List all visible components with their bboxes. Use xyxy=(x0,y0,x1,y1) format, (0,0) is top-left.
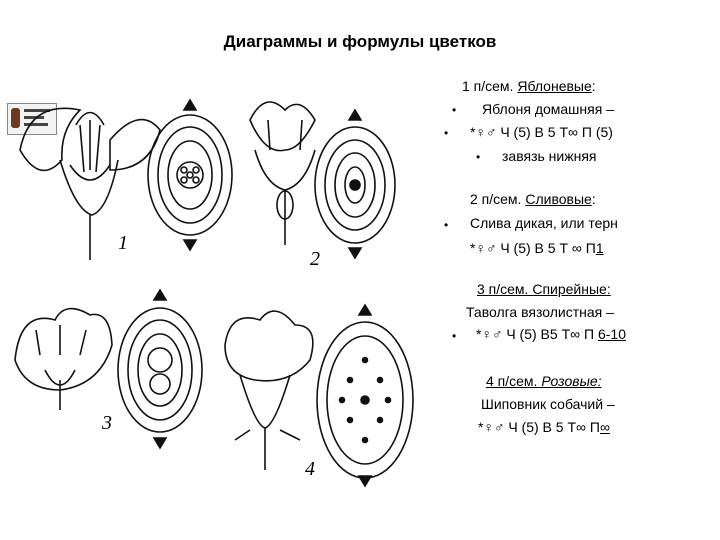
spirea-flower-section xyxy=(15,309,112,410)
section-2-heading-suffix: : xyxy=(591,191,596,207)
bullet-icon: • xyxy=(452,329,457,343)
figure-number-1: 1 xyxy=(118,232,128,254)
section-3-species: Таволга вязолистная – xyxy=(466,304,614,320)
section-3-formula-end: 6-10 xyxy=(597,326,626,342)
bullet-icon: • xyxy=(452,103,457,117)
section-1-heading-suffix: : xyxy=(591,78,596,94)
section-1-species: Яблоня домашняя – xyxy=(482,101,614,117)
section-4-heading xyxy=(486,373,602,389)
section-2-formula xyxy=(470,240,604,256)
section-4-heading-prefix: 4 п/сем. xyxy=(486,373,542,389)
section-2-heading-prefix: 2 п/сем. xyxy=(470,191,526,207)
figure-number-2: 2 xyxy=(310,248,320,270)
plum-flower-section xyxy=(250,102,315,245)
section-2-subfamily-name: Сливовые xyxy=(525,191,592,207)
rose-flower-section xyxy=(225,311,313,470)
section-3-formula xyxy=(476,326,626,342)
section-3-heading: 3 п/сем. Спирейные: xyxy=(477,281,611,297)
section-2-species: Слива дикая, или терн xyxy=(470,215,618,231)
figure-number-3: 3 xyxy=(102,412,112,434)
apple-floral-diagram xyxy=(148,100,232,250)
section-2-formula-end: 1 xyxy=(595,240,604,256)
figure-number-4: 4 xyxy=(305,458,315,480)
bullet-icon: • xyxy=(444,218,449,232)
section-2-heading xyxy=(470,191,596,207)
section-4-formula xyxy=(478,419,610,435)
section-4-formula-main: *♀♂ Ч (5) В 5 Т∞ П xyxy=(478,419,600,435)
section-4-formula-end: ∞ xyxy=(599,419,610,435)
section-3-formula-main: *♀♂ Ч (5) В5 Т∞ П xyxy=(476,326,598,342)
plum-floral-diagram xyxy=(315,110,395,258)
apple-flower-section xyxy=(20,108,160,260)
section-2-formula-main: *♀♂ Ч (5) В 5 Т ∞ П xyxy=(470,240,596,256)
section-1-subfamily-name: Яблоневые xyxy=(517,78,592,94)
section-4-subfamily-name: Розовые: xyxy=(541,373,602,389)
bullet-icon: • xyxy=(444,126,449,140)
rose-floral-diagram xyxy=(317,305,413,486)
spirea-floral-diagram xyxy=(118,290,202,448)
section-1-note: завязь нижняя xyxy=(502,148,597,164)
section-1-heading-prefix: 1 п/сем. xyxy=(462,78,518,94)
section-1-formula: *♀♂ Ч (5) В 5 Т∞ П (5) xyxy=(470,124,613,140)
page-title: Диаграммы и формулы цветков xyxy=(223,32,497,51)
bullet-icon: • xyxy=(476,150,481,164)
section-1-heading xyxy=(462,78,596,94)
section-4-species: Шиповник собачий – xyxy=(481,396,615,412)
